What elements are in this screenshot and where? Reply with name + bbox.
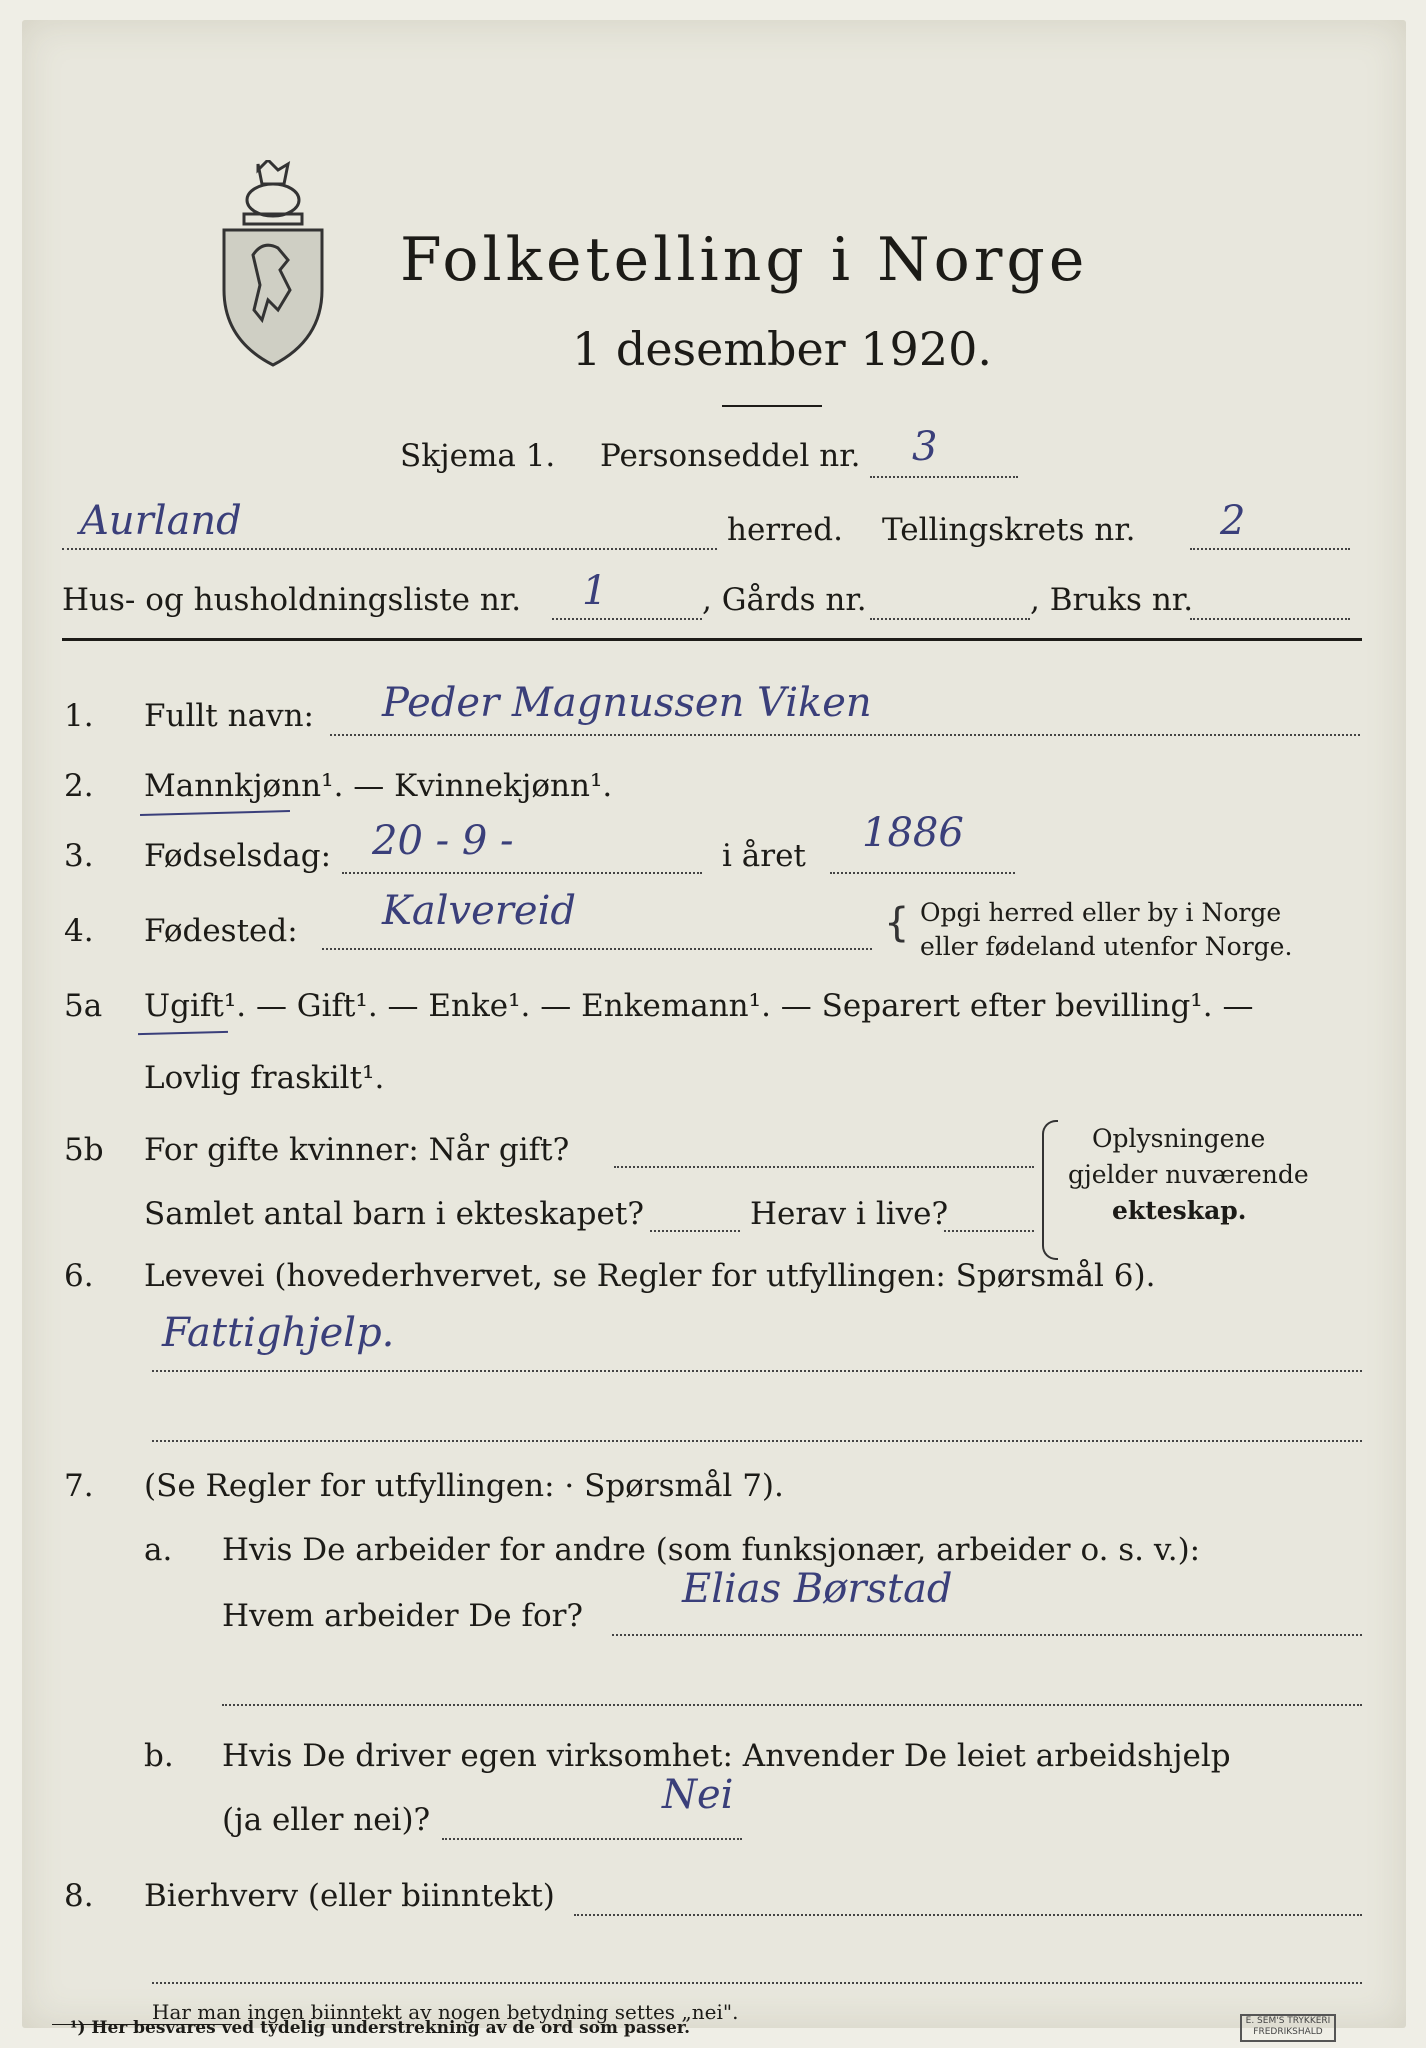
full-name-field[interactable] — [330, 734, 1360, 736]
printer-stamp-line-1: E. SEM'S TRYKKERI — [1245, 2016, 1331, 2026]
tellingskrets-value: 2 — [1220, 498, 1246, 544]
birthplace-brace: { — [884, 900, 910, 946]
q6-label: Levevei (hovederhvervet, se Regler for utfyllingen: Spørsmål 6). — [144, 1258, 1156, 1294]
q7b-label-2: (ja eller nei)? — [222, 1802, 431, 1838]
birthplace-value: Kalvereid — [382, 888, 576, 934]
q4-label: Fødested: — [144, 913, 298, 949]
footer-note: Har man ingen biinntekt av nogen betydning settes „nei". — [152, 2000, 739, 2024]
q5a-label: Ugift¹. — Gift¹. — Enke¹. — Enkemann¹. — Separert efter bevilling¹. — — [144, 988, 1254, 1024]
tellingskrets-field[interactable] — [1190, 548, 1350, 550]
personseddel-label: Personseddel nr. — [600, 438, 861, 474]
employer-field[interactable] — [612, 1634, 1362, 1636]
q3-number: 3. — [64, 838, 94, 874]
personseddel-field[interactable] — [870, 476, 1018, 478]
hus-value: 1 — [582, 568, 608, 614]
q5b-note-2: gjelder nuværende — [1068, 1160, 1309, 1189]
herred-label: herred. — [727, 512, 843, 548]
q3-label: Fødselsdag: — [144, 838, 332, 874]
q7a-label-2: Hvem arbeider De for? — [222, 1598, 584, 1634]
birth-year-field[interactable] — [830, 872, 1015, 874]
q1-number: 1. — [64, 698, 94, 734]
skjema-label: Skjema 1. — [400, 438, 556, 474]
q8-number: 8. — [64, 1878, 94, 1914]
side-income-field[interactable] — [574, 1914, 1362, 1916]
marriage-brace — [1042, 1120, 1058, 1260]
q5b-label-3: Herav i live? — [750, 1196, 949, 1232]
married-when-field[interactable] — [614, 1166, 1034, 1168]
ugift-underline — [138, 1031, 228, 1035]
bruks-label: , Bruks nr. — [1030, 582, 1194, 618]
full-name-value: Peder Magnussen Viken — [382, 680, 872, 726]
q7a-number: a. — [144, 1532, 173, 1568]
census-form-sheet — [22, 20, 1406, 2028]
q2-number: 2. — [64, 768, 94, 804]
q7-label: (Se Regler for utfyllingen: · Spørsmål 7). — [144, 1468, 784, 1504]
occupation-value: Fattighjelp. — [162, 1310, 395, 1356]
personseddel-value: 3 — [912, 424, 938, 470]
q7a-label-1: Hvis De arbeider for andre (som funksjonær, arbeider o. s. v.): — [222, 1532, 1201, 1568]
printer-stamp — [1240, 2014, 1336, 2042]
printer-stamp-line-2: FREDRIKSHALD — [1253, 2027, 1323, 2037]
coat-of-arms-icon — [218, 160, 328, 370]
q5b-label-2: Samlet antal barn i ekteskapet? — [144, 1196, 644, 1232]
q5a-label-2: Lovlig fraskilt¹. — [144, 1060, 385, 1096]
hus-field[interactable] — [552, 618, 702, 620]
footnote: ¹) Her besvares ved tydelig understrekning av de ord som passer. — [70, 2018, 691, 2038]
q7b-number: b. — [144, 1738, 174, 1774]
q5b-note-3: ekteskap. — [1112, 1196, 1247, 1225]
children-total-field[interactable] — [650, 1230, 740, 1232]
q7-number: 7. — [64, 1468, 94, 1504]
children-alive-field[interactable] — [944, 1230, 1034, 1232]
gards-field[interactable] — [870, 618, 1030, 620]
form-title: Folketelling i Norge — [400, 225, 1089, 295]
q5b-label-1: For gifte kvinner: Når gift? — [144, 1132, 570, 1168]
hus-label: Hus- og husholdningsliste nr. — [62, 582, 522, 618]
hired-help-value: Nei — [662, 1772, 734, 1818]
occupation-field-2[interactable] — [152, 1440, 1362, 1442]
herred-value: Aurland — [80, 498, 242, 544]
occupation-field-1[interactable] — [152, 1370, 1362, 1372]
q1-label: Fullt navn: — [144, 698, 314, 734]
employer-field-2[interactable] — [222, 1704, 1362, 1706]
birthday-value: 20 - 9 - — [372, 818, 514, 864]
employer-value: Elias Børstad — [682, 1566, 953, 1612]
birthplace-field[interactable] — [322, 948, 872, 950]
q2-label: Mannkjønn¹. — Kvinnekjønn¹. — [144, 768, 613, 804]
year-label: i året — [722, 838, 806, 874]
gards-label: , Gårds nr. — [702, 582, 867, 618]
birth-year-value: 1886 — [862, 810, 964, 856]
birthplace-note-2: eller fødeland utenfor Norge. — [920, 932, 1293, 961]
birthplace-note-1: Opgi herred eller by i Norge — [920, 898, 1282, 927]
herred-field[interactable] — [62, 548, 717, 550]
bruks-field[interactable] — [1190, 618, 1350, 620]
q5b-note-1: Oplysningene — [1092, 1124, 1266, 1153]
birthday-field[interactable] — [342, 872, 702, 874]
title-divider — [722, 405, 822, 407]
hired-help-field[interactable] — [442, 1838, 742, 1840]
q4-number: 4. — [64, 913, 94, 949]
q7b-label-1: Hvis De driver egen virksomhet: Anvender De leiet arbeidshjelp — [222, 1738, 1231, 1774]
mannkjonn-underline — [140, 810, 290, 816]
q6-number: 6. — [64, 1258, 94, 1294]
q8-label: Bierhverv (eller biinntekt) — [144, 1878, 555, 1914]
side-income-field-2[interactable] — [152, 1982, 1362, 1984]
form-date: 1 desember 1920. — [572, 322, 992, 376]
tellingskrets-label: Tellingskrets nr. — [882, 512, 1136, 548]
q5b-number: 5b — [64, 1132, 104, 1168]
header-divider — [62, 638, 1362, 641]
q5a-number: 5a — [64, 988, 103, 1024]
